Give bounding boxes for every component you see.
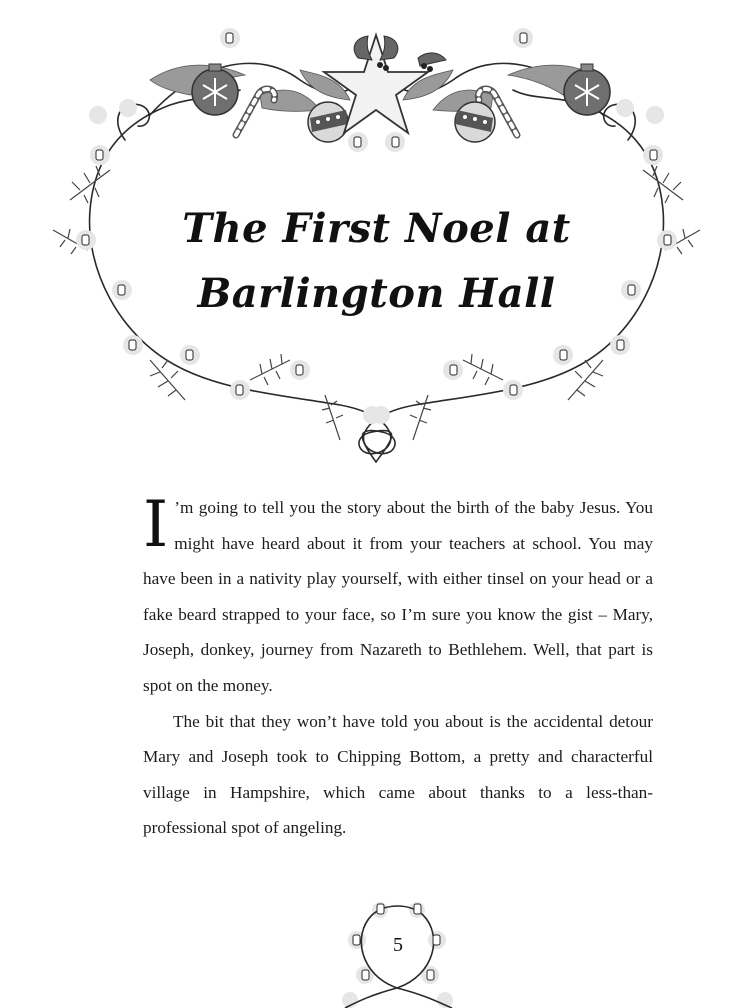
paragraph-text: ’m going to tell you the story about the birth of the baby Jesus. You might have heard about it from your teachers at school. You may have been in a nativity play yourself, with either tinsel on your head or a fake beard strapped to your face, so I’m sure you know the gist – Mary, Joseph, donkey, journey from Nazareth to Bethlehem. Well, that part is spot on the money.	[143, 498, 653, 695]
heart-frame-icon	[90, 63, 664, 462]
paragraph: The bit that they won’t have told you about is the accidental detour Mary and Joseph took to Chipping Bottom, a pretty and characterful village in Hampshire, which came about thanks to a less-than-professional spot of angeling.	[143, 711, 653, 838]
drop-cap: I	[143, 488, 169, 562]
chapter-title-line-2: Barlington Hall	[197, 270, 556, 317]
chapter-title-line-1: The First Noel at	[182, 205, 571, 252]
chapter-body	[143, 490, 653, 846]
paragraph	[143, 490, 653, 704]
page-number: 5	[393, 934, 403, 956]
